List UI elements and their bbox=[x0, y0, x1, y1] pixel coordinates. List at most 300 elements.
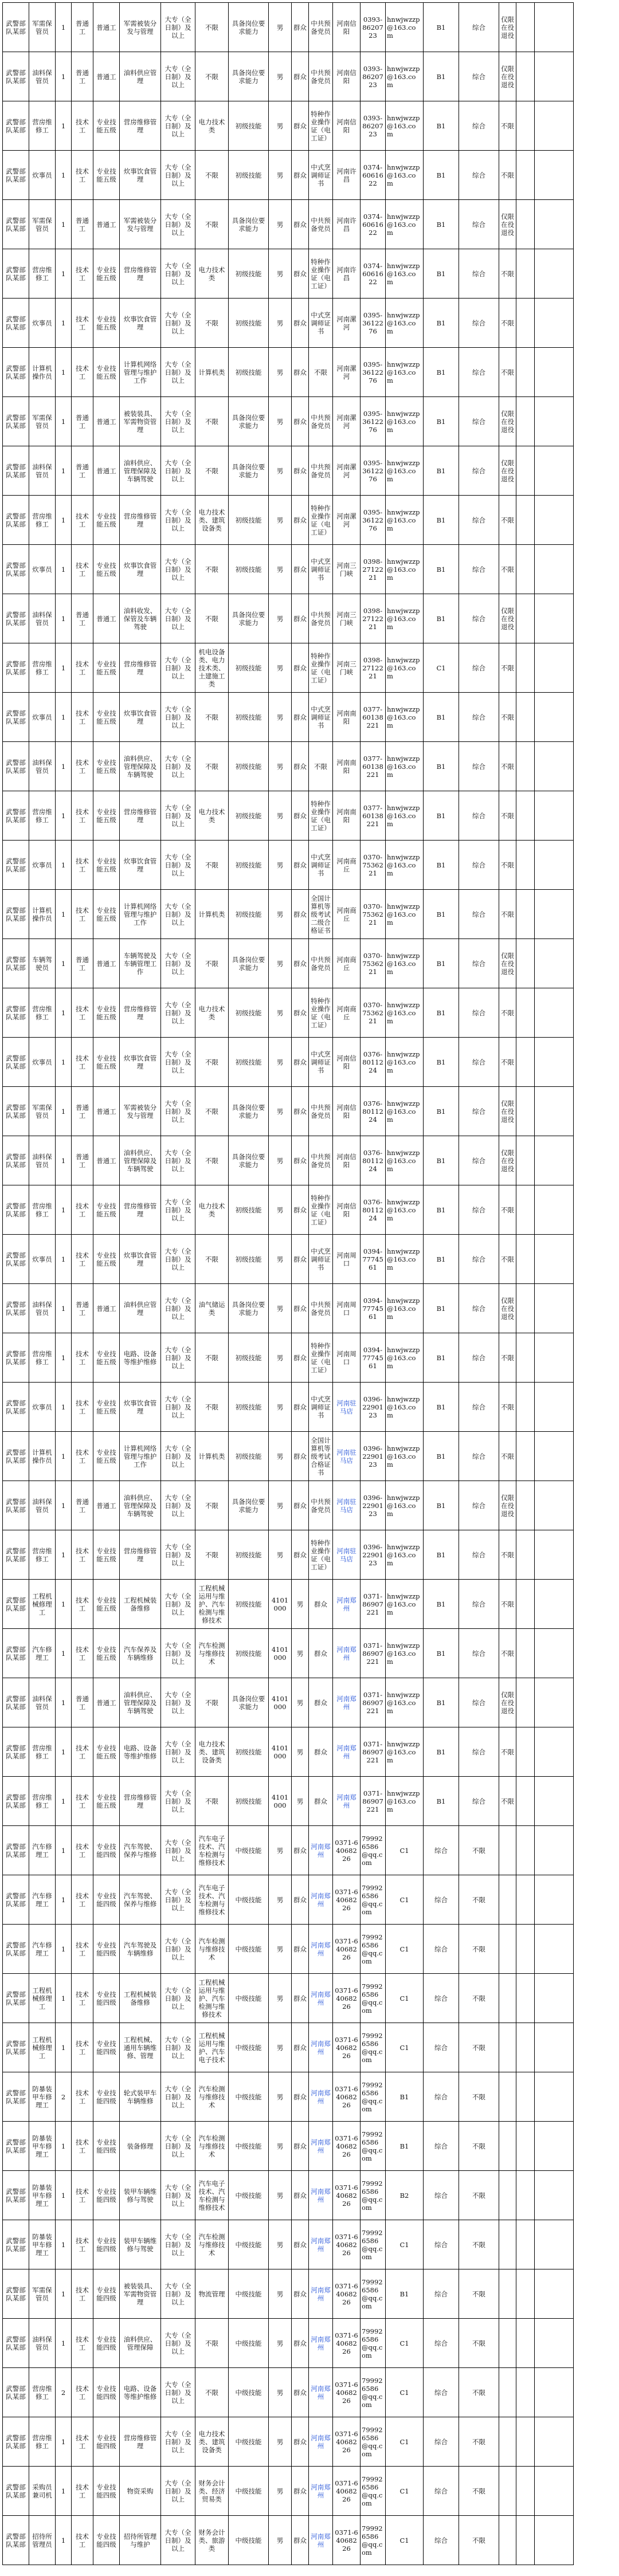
cell-other: 0371-64068226 bbox=[333, 2516, 361, 2565]
cell-gender: 群众 bbox=[292, 52, 309, 101]
cell-politics: 群众 bbox=[309, 1727, 333, 1777]
cell-email: B1 bbox=[424, 1629, 459, 1678]
cell-duties: 油料供应、管理保障及车辆驾驶 bbox=[120, 1481, 161, 1530]
cell-license: 综合 bbox=[459, 249, 499, 299]
cell-skill: 具备岗位要求能力 bbox=[229, 1087, 269, 1136]
cell-extra: 男 bbox=[269, 841, 292, 890]
cell-category: 技术工 bbox=[72, 101, 93, 151]
cell-education: 大专（全日制）及以上 bbox=[161, 1136, 195, 1185]
cell-extra: 男 bbox=[269, 1826, 292, 1875]
cell-pad bbox=[535, 1777, 574, 1826]
table-row bbox=[3, 1974, 574, 2023]
cell-extra: 4101000 bbox=[269, 1629, 292, 1678]
cell-pad bbox=[535, 791, 574, 841]
cell-exam bbox=[499, 2516, 516, 2565]
cell-gender: 群众 bbox=[292, 1383, 309, 1432]
cell-other: 河南南阳 bbox=[333, 693, 361, 742]
cell-category: 普通工 bbox=[72, 200, 93, 249]
cell-duties: 营房维修管理 bbox=[120, 101, 161, 151]
cell-email: 综合 bbox=[424, 2023, 459, 2072]
cell-location: 0374-6061622 bbox=[361, 249, 386, 299]
cell-pad bbox=[535, 2516, 574, 2565]
cell-phone: hnwjwzzp@163.com bbox=[386, 643, 424, 693]
cell-phone: C1 bbox=[386, 1974, 424, 2023]
cell-phone: hnwjwzzp@163.com bbox=[386, 939, 424, 988]
cell-phone: hnwjwzzp@163.com bbox=[386, 200, 424, 249]
cell-license: 综合 bbox=[459, 446, 499, 496]
cell-note bbox=[516, 2516, 535, 2565]
cell-major: 不限 bbox=[195, 1383, 229, 1432]
cell-pad bbox=[535, 643, 574, 693]
cell-education: 大专（全日制）及以上 bbox=[161, 1777, 195, 1826]
cell-duties: 炊事饮食管理 bbox=[120, 299, 161, 348]
cell-license: 不限 bbox=[459, 2023, 499, 2072]
cell-position: 油料保管员 bbox=[29, 594, 56, 643]
cell-email: B1 bbox=[424, 988, 459, 1038]
cell-extra: 男 bbox=[269, 151, 292, 200]
cell-extra: 男 bbox=[269, 2171, 292, 2220]
cell-phone: C1 bbox=[386, 2220, 424, 2269]
cell-extra: 男 bbox=[269, 496, 292, 545]
cell-politics: 河南郑州 bbox=[309, 2319, 333, 2368]
table-row bbox=[3, 151, 574, 200]
cell-education: 大专（全日制）及以上 bbox=[161, 1038, 195, 1087]
table-body bbox=[3, 3, 574, 2565]
cell-count: 1 bbox=[56, 1875, 72, 1925]
cell-count: 1 bbox=[56, 3, 72, 52]
cell-exam bbox=[499, 2171, 516, 2220]
cell-license: 不限 bbox=[459, 2072, 499, 2122]
cell-exam bbox=[499, 2467, 516, 2516]
cell-email: B1 bbox=[424, 791, 459, 841]
cell-count: 1 bbox=[56, 791, 72, 841]
cell-email: B1 bbox=[424, 939, 459, 988]
cell-duties: 营房维修管理 bbox=[120, 496, 161, 545]
cell-phone: hnwjwzzp@163.com bbox=[386, 249, 424, 299]
table-row bbox=[3, 496, 574, 545]
cell-level: 专业技能五级 bbox=[93, 1432, 120, 1481]
cell-level: 专业技能四级 bbox=[93, 2269, 120, 2319]
cell-unit: 武警部队某部 bbox=[3, 1974, 29, 2023]
cell-level: 专业技能五级 bbox=[93, 742, 120, 791]
cell-license: 不限 bbox=[459, 1826, 499, 1875]
cell-education: 大专（全日制）及以上 bbox=[161, 1333, 195, 1383]
cell-extra: 男 bbox=[269, 1383, 292, 1432]
cell-license: 综合 bbox=[459, 1481, 499, 1530]
cell-major: 不限 bbox=[195, 1333, 229, 1383]
cell-note bbox=[516, 841, 535, 890]
cell-note bbox=[516, 1235, 535, 1284]
cell-note bbox=[516, 1185, 535, 1235]
cell-skill: 初级技能 bbox=[229, 1727, 269, 1777]
cell-license: 综合 bbox=[459, 1087, 499, 1136]
cell-count: 1 bbox=[56, 2023, 72, 2072]
cell-position: 营房维修工 bbox=[29, 101, 56, 151]
cell-location: 0371-86907221 bbox=[361, 1777, 386, 1826]
cell-politics: 不限 bbox=[309, 742, 333, 791]
cell-note bbox=[516, 1925, 535, 1974]
cell-phone: hnwjwzzp@163.com bbox=[386, 1629, 424, 1678]
cell-phone: hnwjwzzp@163.com bbox=[386, 1383, 424, 1432]
cell-gender: 群众 bbox=[292, 200, 309, 249]
cell-note bbox=[516, 446, 535, 496]
cell-politics: 群众 bbox=[309, 1629, 333, 1678]
cell-email: 综合 bbox=[424, 2516, 459, 2565]
cell-pad bbox=[535, 2220, 574, 2269]
cell-email: B1 bbox=[424, 545, 459, 594]
cell-major: 不限 bbox=[195, 2368, 229, 2417]
cell-politics: 中共预备党员 bbox=[309, 594, 333, 643]
cell-phone: hnwjwzzp@163.com bbox=[386, 151, 424, 200]
cell-count: 1 bbox=[56, 1136, 72, 1185]
cell-education: 大专（全日制）及以上 bbox=[161, 249, 195, 299]
table-row bbox=[3, 1383, 574, 1432]
cell-note bbox=[516, 2417, 535, 2467]
cell-other: 河南郑州 bbox=[333, 1727, 361, 1777]
cell-politics: 特种作业操作证（电工证） bbox=[309, 1185, 333, 1235]
cell-position: 营房维修工 bbox=[29, 249, 56, 299]
cell-extra: 男 bbox=[269, 446, 292, 496]
cell-level: 专业技能四级 bbox=[93, 2467, 120, 2516]
cell-pad bbox=[535, 693, 574, 742]
cell-license: 不限 bbox=[459, 2467, 499, 2516]
cell-position: 炊事员 bbox=[29, 1038, 56, 1087]
cell-gender: 群众 bbox=[292, 2319, 309, 2368]
cell-license: 不限 bbox=[459, 2516, 499, 2565]
cell-politics: 特种作业操作证（电工证） bbox=[309, 496, 333, 545]
cell-skill: 初级技能 bbox=[229, 348, 269, 397]
cell-count: 1 bbox=[56, 1678, 72, 1727]
cell-skill: 初级技能 bbox=[229, 1629, 269, 1678]
cell-location: 0394-7774561 bbox=[361, 1284, 386, 1333]
cell-license: 综合 bbox=[459, 496, 499, 545]
cell-other: 0371-64068226 bbox=[333, 1925, 361, 1974]
cell-email: B1 bbox=[424, 200, 459, 249]
cell-other: 0371-64068226 bbox=[333, 1826, 361, 1875]
cell-politics: 特种作业操作证（电工证） bbox=[309, 101, 333, 151]
table-row bbox=[3, 1481, 574, 1530]
cell-education: 大专（全日制）及以上 bbox=[161, 1678, 195, 1727]
cell-level: 专业技能五级 bbox=[93, 1580, 120, 1629]
cell-exam bbox=[499, 2220, 516, 2269]
cell-gender: 群众 bbox=[292, 2467, 309, 2516]
cell-gender: 男 bbox=[292, 1777, 309, 1826]
cell-note bbox=[516, 397, 535, 446]
cell-email: B1 bbox=[424, 1284, 459, 1333]
cell-level: 专业技能五级 bbox=[93, 101, 120, 151]
cell-duties: 油料供应管理 bbox=[120, 52, 161, 101]
cell-location: 799926586@qq.com bbox=[361, 2467, 386, 2516]
cell-duties: 营房维修管理 bbox=[120, 1185, 161, 1235]
cell-education: 大专（全日制）及以上 bbox=[161, 2122, 195, 2171]
cell-unit: 武警部队某部 bbox=[3, 2467, 29, 2516]
cell-category: 技术工 bbox=[72, 1974, 93, 2023]
cell-license: 综合 bbox=[459, 101, 499, 151]
cell-level: 专业技能四级 bbox=[93, 2516, 120, 2565]
cell-count: 1 bbox=[56, 200, 72, 249]
cell-skill: 中级技能 bbox=[229, 1875, 269, 1925]
cell-level: 专业技能四级 bbox=[93, 2220, 120, 2269]
cell-note bbox=[516, 643, 535, 693]
cell-location: 0374-6061622 bbox=[361, 200, 386, 249]
cell-level: 专业技能五级 bbox=[93, 545, 120, 594]
cell-skill: 初级技能 bbox=[229, 1235, 269, 1284]
table-row bbox=[3, 939, 574, 988]
cell-gender: 群众 bbox=[292, 397, 309, 446]
cell-other: 河南郑州 bbox=[333, 1580, 361, 1629]
cell-major: 汽车检测与维修技术 bbox=[195, 2122, 229, 2171]
cell-category: 技术工 bbox=[72, 1826, 93, 1875]
cell-unit: 武警部队某部 bbox=[3, 2171, 29, 2220]
cell-gender: 群众 bbox=[292, 939, 309, 988]
cell-skill: 中级技能 bbox=[229, 2122, 269, 2171]
cell-phone: C1 bbox=[386, 2368, 424, 2417]
cell-exam: 不限 bbox=[499, 1333, 516, 1383]
cell-phone: hnwjwzzp@163.com bbox=[386, 1432, 424, 1481]
cell-exam: 不限 bbox=[499, 348, 516, 397]
cell-email: B1 bbox=[424, 1333, 459, 1383]
cell-license: 综合 bbox=[459, 3, 499, 52]
cell-pad bbox=[535, 1974, 574, 2023]
cell-email: B1 bbox=[424, 1432, 459, 1481]
cell-skill: 中级技能 bbox=[229, 2023, 269, 2072]
cell-pad bbox=[535, 1629, 574, 1678]
cell-duties: 计算机网络管理与维护工作 bbox=[120, 348, 161, 397]
cell-extra: 男 bbox=[269, 1333, 292, 1383]
cell-unit: 武警部队某部 bbox=[3, 2023, 29, 2072]
cell-note bbox=[516, 594, 535, 643]
cell-major: 不限 bbox=[195, 1136, 229, 1185]
cell-level: 专业技能四级 bbox=[93, 2072, 120, 2122]
cell-exam: 仅限在役退役 bbox=[499, 397, 516, 446]
cell-count: 1 bbox=[56, 1038, 72, 1087]
cell-license: 综合 bbox=[459, 1136, 499, 1185]
cell-level: 专业技能五级 bbox=[93, 643, 120, 693]
cell-unit: 武警部队某部 bbox=[3, 988, 29, 1038]
cell-count: 2 bbox=[56, 2072, 72, 2122]
cell-gender: 群众 bbox=[292, 890, 309, 939]
cell-duties: 被装装具、军需物资管理 bbox=[120, 397, 161, 446]
cell-duties: 油料收发、保管及车辆驾驶 bbox=[120, 594, 161, 643]
cell-skill: 初级技能 bbox=[229, 545, 269, 594]
cell-extra: 男 bbox=[269, 1136, 292, 1185]
cell-education: 大专（全日制）及以上 bbox=[161, 1727, 195, 1777]
cell-phone: C1 bbox=[386, 2319, 424, 2368]
cell-gender: 群众 bbox=[292, 1432, 309, 1481]
cell-license: 综合 bbox=[459, 988, 499, 1038]
cell-gender: 男 bbox=[292, 1727, 309, 1777]
cell-extra: 男 bbox=[269, 2417, 292, 2467]
cell-politics: 中共预备党员 bbox=[309, 1284, 333, 1333]
cell-email: 综合 bbox=[424, 1974, 459, 2023]
table-row bbox=[3, 2171, 574, 2220]
cell-position: 油料保管员 bbox=[29, 1136, 56, 1185]
cell-skill: 初级技能 bbox=[229, 1185, 269, 1235]
cell-level: 专业技能四级 bbox=[93, 1875, 120, 1925]
cell-note bbox=[516, 988, 535, 1038]
cell-duties: 装甲车辆维修与驾驶 bbox=[120, 2220, 161, 2269]
cell-exam bbox=[499, 2417, 516, 2467]
cell-extra: 男 bbox=[269, 1530, 292, 1580]
table-row bbox=[3, 299, 574, 348]
table-row bbox=[3, 643, 574, 693]
cell-level: 专业技能四级 bbox=[93, 2319, 120, 2368]
cell-skill: 初级技能 bbox=[229, 643, 269, 693]
cell-category: 普通工 bbox=[72, 3, 93, 52]
cell-level: 普通工 bbox=[93, 1678, 120, 1727]
cell-politics: 河南郑州 bbox=[309, 2417, 333, 2467]
cell-phone: hnwjwzzp@163.com bbox=[386, 1185, 424, 1235]
cell-note bbox=[516, 1727, 535, 1777]
cell-other: 0371-64068226 bbox=[333, 2023, 361, 2072]
cell-note bbox=[516, 1826, 535, 1875]
table-row bbox=[3, 249, 574, 299]
cell-major: 不限 bbox=[195, 151, 229, 200]
cell-email: B1 bbox=[424, 1481, 459, 1530]
cell-email: B1 bbox=[424, 1038, 459, 1087]
cell-location: 0394-7774561 bbox=[361, 1333, 386, 1383]
cell-duties: 炊事饮食管理 bbox=[120, 841, 161, 890]
cell-license: 不限 bbox=[459, 1875, 499, 1925]
cell-license: 综合 bbox=[459, 1284, 499, 1333]
cell-pad bbox=[535, 545, 574, 594]
cell-location: 799926586@qq.com bbox=[361, 2319, 386, 2368]
table-row bbox=[3, 1185, 574, 1235]
cell-duties: 招待所管理与维护 bbox=[120, 2516, 161, 2565]
table-row bbox=[3, 1284, 574, 1333]
cell-pad bbox=[535, 841, 574, 890]
cell-category: 技术工 bbox=[72, 1530, 93, 1580]
cell-location: 0377-60138221 bbox=[361, 693, 386, 742]
cell-politics: 中共预备党员 bbox=[309, 1136, 333, 1185]
cell-license: 综合 bbox=[459, 939, 499, 988]
cell-level: 专业技能四级 bbox=[93, 2023, 120, 2072]
cell-major: 不限 bbox=[195, 693, 229, 742]
cell-major: 工程机械运用与维护、汽车电子技术 bbox=[195, 2023, 229, 2072]
cell-category: 技术工 bbox=[72, 1925, 93, 1974]
cell-position: 炊事员 bbox=[29, 545, 56, 594]
cell-pad bbox=[535, 496, 574, 545]
cell-category: 技术工 bbox=[72, 2319, 93, 2368]
cell-count: 1 bbox=[56, 1432, 72, 1481]
cell-exam bbox=[499, 2269, 516, 2319]
cell-unit: 武警部队某部 bbox=[3, 2319, 29, 2368]
cell-pad bbox=[535, 1580, 574, 1629]
cell-extra: 男 bbox=[269, 52, 292, 101]
cell-count: 1 bbox=[56, 545, 72, 594]
cell-gender: 群众 bbox=[292, 1481, 309, 1530]
cell-email: B1 bbox=[424, 1777, 459, 1826]
cell-skill: 中级技能 bbox=[229, 1925, 269, 1974]
cell-category: 技术工 bbox=[72, 299, 93, 348]
cell-skill: 中级技能 bbox=[229, 2269, 269, 2319]
cell-extra: 男 bbox=[269, 693, 292, 742]
cell-politics: 中式烹调师证书 bbox=[309, 299, 333, 348]
cell-level: 专业技能五级 bbox=[93, 791, 120, 841]
cell-major: 电力技术类 bbox=[195, 101, 229, 151]
cell-unit: 武警部队某部 bbox=[3, 1925, 29, 1974]
cell-pad bbox=[535, 742, 574, 791]
table-row bbox=[3, 2269, 574, 2319]
cell-position: 营房维修工 bbox=[29, 643, 56, 693]
cell-count: 1 bbox=[56, 643, 72, 693]
cell-email: 综合 bbox=[424, 1875, 459, 1925]
cell-education: 大专（全日制）及以上 bbox=[161, 1383, 195, 1432]
cell-category: 技术工 bbox=[72, 1038, 93, 1087]
cell-major: 不限 bbox=[195, 3, 229, 52]
cell-exam: 不限 bbox=[499, 742, 516, 791]
cell-phone: hnwjwzzp@163.com bbox=[386, 1284, 424, 1333]
cell-email: 综合 bbox=[424, 2319, 459, 2368]
cell-exam bbox=[499, 2122, 516, 2171]
cell-position: 炊事员 bbox=[29, 151, 56, 200]
cell-extra: 男 bbox=[269, 594, 292, 643]
cell-pad bbox=[535, 1087, 574, 1136]
cell-note bbox=[516, 1629, 535, 1678]
cell-duties: 炊事饮食管理 bbox=[120, 1038, 161, 1087]
cell-gender: 群众 bbox=[292, 2023, 309, 2072]
cell-duties: 汽车驾驶、保养与维修 bbox=[120, 1826, 161, 1875]
cell-other: 0371-64068226 bbox=[333, 2072, 361, 2122]
cell-skill: 具备岗位要求能力 bbox=[229, 3, 269, 52]
cell-location: 0371-86907221 bbox=[361, 1678, 386, 1727]
cell-position: 军需保管员 bbox=[29, 397, 56, 446]
cell-gender: 群众 bbox=[292, 1530, 309, 1580]
cell-exam: 不限 bbox=[499, 1235, 516, 1284]
cell-unit: 武警部队某部 bbox=[3, 348, 29, 397]
cell-pad bbox=[535, 1826, 574, 1875]
cell-level: 专业技能五级 bbox=[93, 1727, 120, 1777]
cell-note bbox=[516, 2269, 535, 2319]
cell-position: 计算机操作员 bbox=[29, 890, 56, 939]
cell-education: 大专（全日制）及以上 bbox=[161, 2072, 195, 2122]
table-row bbox=[3, 890, 574, 939]
cell-position: 炊事员 bbox=[29, 1235, 56, 1284]
cell-location: 0376-8011224 bbox=[361, 1185, 386, 1235]
cell-position: 军需保管员 bbox=[29, 200, 56, 249]
cell-license: 不限 bbox=[459, 1925, 499, 1974]
cell-skill: 初级技能 bbox=[229, 1333, 269, 1383]
cell-category: 技术工 bbox=[72, 2171, 93, 2220]
cell-duties: 炊事饮食管理 bbox=[120, 151, 161, 200]
cell-level: 普通工 bbox=[93, 446, 120, 496]
cell-category: 技术工 bbox=[72, 2467, 93, 2516]
cell-count: 1 bbox=[56, 397, 72, 446]
cell-extra: 男 bbox=[269, 249, 292, 299]
cell-location: 0398-2712221 bbox=[361, 643, 386, 693]
cell-extra: 男 bbox=[269, 1925, 292, 1974]
cell-license: 综合 bbox=[459, 1678, 499, 1727]
cell-location: 799926586@qq.com bbox=[361, 2072, 386, 2122]
cell-position: 采购员兼司机 bbox=[29, 2467, 56, 2516]
cell-major: 电力技术类、建筑设备类 bbox=[195, 1727, 229, 1777]
cell-note bbox=[516, 2368, 535, 2417]
cell-major: 不限 bbox=[195, 52, 229, 101]
cell-note bbox=[516, 1333, 535, 1383]
cell-exam bbox=[499, 2319, 516, 2368]
cell-education: 大专（全日制）及以上 bbox=[161, 693, 195, 742]
cell-category: 技术工 bbox=[72, 1235, 93, 1284]
cell-note bbox=[516, 890, 535, 939]
cell-education: 大专（全日制）及以上 bbox=[161, 791, 195, 841]
cell-phone: hnwjwzzp@163.com bbox=[386, 1678, 424, 1727]
cell-unit: 武警部队某部 bbox=[3, 693, 29, 742]
cell-license: 综合 bbox=[459, 1185, 499, 1235]
cell-gender: 群众 bbox=[292, 2122, 309, 2171]
cell-count: 1 bbox=[56, 249, 72, 299]
cell-location: 0395-3612276 bbox=[361, 348, 386, 397]
cell-major: 汽车检测与维修技术 bbox=[195, 2220, 229, 2269]
